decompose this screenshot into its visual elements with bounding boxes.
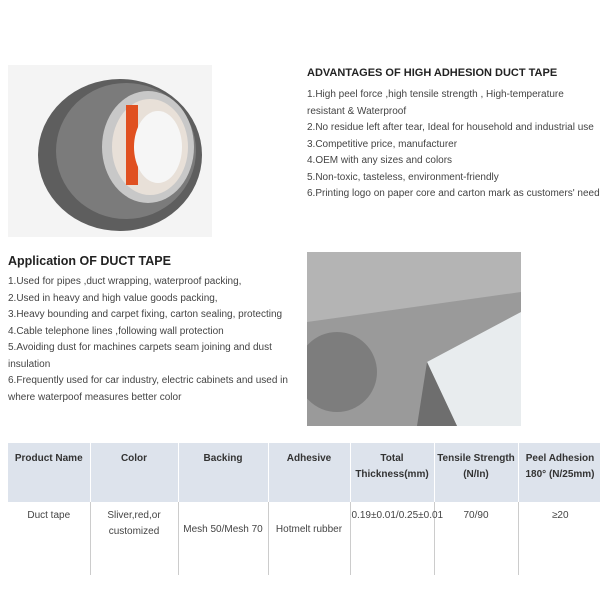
list-item: 6.Printing logo on paper core and carton mark as customers' need	[307, 188, 600, 199]
cell-tensile: 70/90	[434, 502, 518, 575]
header-backing: Backing	[178, 443, 268, 502]
advantages-list	[307, 87, 600, 203]
list-item: 4.OEM with any sizes and colors	[307, 155, 453, 166]
list-item: 6.Frequently used for car industry, electric cabinets and used in where waterpoof measures better color	[8, 375, 288, 403]
table-row	[8, 502, 600, 575]
list-item: 2.Used in heavy and high value goods packing,	[8, 292, 218, 304]
cell-product-name: Duct tape	[8, 502, 90, 575]
cell-adhesive: Hotmelt rubber	[268, 502, 350, 575]
application-list	[8, 274, 300, 406]
header-tensile: Tensile Strength (N/In)	[434, 443, 518, 502]
list-item: 1.Used for pipes ,duct wrapping, waterproof packing,	[8, 276, 242, 287]
list-item: 1.High peel force ,high tensile strength , High-temperature resistant & Waterproof	[307, 89, 564, 117]
duct-tape-roll-image	[8, 65, 212, 237]
cell-backing: Mesh 50/Mesh 70	[178, 502, 268, 575]
tape-closeup-image	[307, 252, 521, 426]
list-item: 5.Avoiding dust for machines carpets seam joining and dust insulation	[8, 342, 272, 370]
list-item: 3.Heavy bounding and carpet fixing, carton sealing, protecting	[8, 309, 283, 320]
spec-table	[8, 443, 600, 575]
header-thickness: Total Thickness(mm)	[350, 443, 434, 502]
header-adhesive: Adhesive	[268, 443, 350, 502]
list-item: 3.Competitive price, manufacturer	[307, 138, 458, 150]
cell-color: Sliver,red,or customized	[90, 502, 178, 575]
cell-thickness: 0.19±0.01/0.25±0.01	[350, 502, 434, 575]
list-item: 4.Cable telephone lines ,following wall protection	[8, 325, 224, 337]
application-title: Application OF DUCT TAPE	[8, 254, 171, 268]
list-item: 2.No residue left after tear, Ideal for household and industrial use	[307, 122, 594, 133]
header-peel-adhesion: Peel Adhesion 180° (N/25mm)	[518, 443, 600, 502]
list-item: 5.Non-toxic, tasteless, environment-friendly	[307, 171, 499, 183]
table-header-row	[8, 443, 600, 502]
header-product-name: Product Name	[8, 443, 90, 502]
advantages-title: ADVANTAGES OF HIGH ADHESION DUCT TAPE	[307, 67, 558, 79]
header-color: Color	[90, 443, 178, 502]
cell-peel-adhesion: ≥20	[551, 510, 569, 521]
